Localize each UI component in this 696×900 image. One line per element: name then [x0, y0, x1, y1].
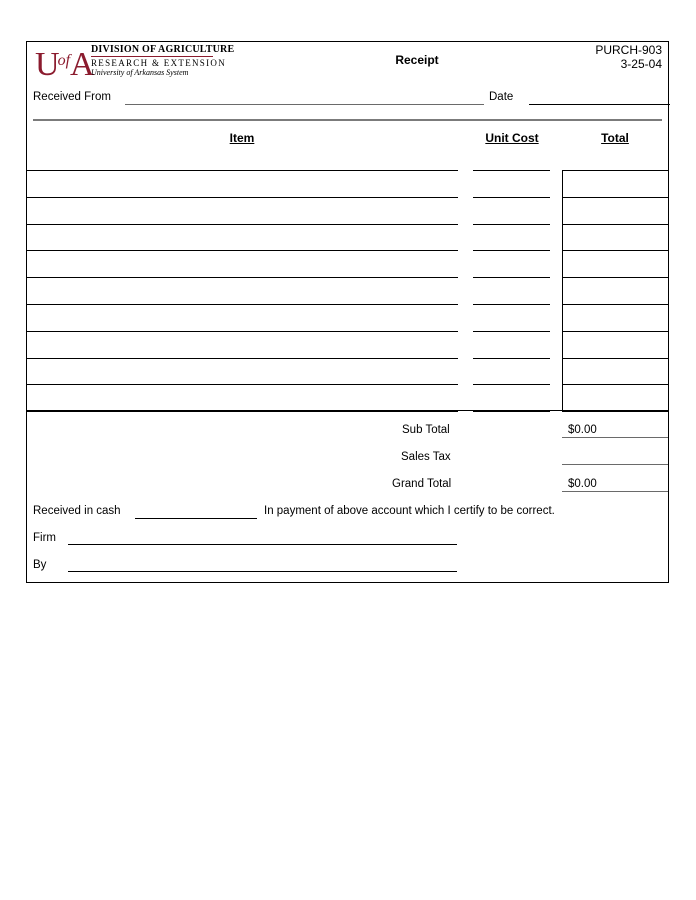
- unit-cost-row-line[interactable]: [473, 197, 550, 198]
- certification-text: In payment of above account which I certify to be correct.: [264, 505, 555, 517]
- date-label: Date: [489, 91, 514, 103]
- item-row-line[interactable]: [27, 170, 458, 171]
- total-column-header: Total: [601, 131, 629, 145]
- sales-tax-line: [562, 464, 668, 465]
- logo-division: DIVISION OF AGRICULTURE: [91, 44, 235, 55]
- logo-mark: $U^{of}A$: [35, 46, 93, 83]
- total-row-line[interactable]: [562, 170, 669, 171]
- unit-cost-column-header: Unit Cost: [485, 131, 539, 145]
- item-row-line[interactable]: [27, 331, 458, 332]
- by-label: By: [33, 559, 47, 571]
- firm-label: Firm: [33, 532, 56, 544]
- totals-separator: [27, 410, 668, 411]
- unit-cost-row-line[interactable]: [473, 304, 550, 305]
- unit-cost-row-line[interactable]: [473, 277, 550, 278]
- total-row-line[interactable]: [562, 384, 669, 385]
- sales-tax-label: Sales Tax: [401, 451, 451, 463]
- logo-system: University of Arkansas System: [91, 68, 189, 77]
- total-row-line[interactable]: [562, 277, 669, 278]
- total-row-line[interactable]: [562, 411, 669, 412]
- item-row-line[interactable]: [27, 277, 458, 278]
- form-revision-date: 3-25-04: [620, 57, 662, 71]
- total-row-line[interactable]: [562, 331, 669, 332]
- total-column-divider: [562, 170, 563, 411]
- unit-cost-row-line[interactable]: [473, 250, 550, 251]
- received-in-cash-label: Received in cash: [33, 505, 121, 517]
- item-row-line[interactable]: [27, 197, 458, 198]
- item-row-line[interactable]: [27, 250, 458, 251]
- unit-cost-row-line[interactable]: [473, 331, 550, 332]
- logo-research: RESEARCH & EXTENSION: [91, 58, 227, 68]
- by-field[interactable]: [68, 571, 457, 572]
- received-from-field[interactable]: [125, 104, 484, 105]
- item-row-line[interactable]: [27, 224, 458, 225]
- receipt-form: [26, 41, 669, 583]
- total-row-line[interactable]: [562, 224, 669, 225]
- unit-cost-row-line[interactable]: [473, 170, 550, 171]
- received-in-cash-field[interactable]: [135, 518, 257, 519]
- form-number: PURCH-903: [595, 43, 662, 57]
- grand-total-value: $0.00: [568, 478, 597, 490]
- total-row-line[interactable]: [562, 304, 669, 305]
- item-row-line[interactable]: [27, 411, 458, 412]
- item-row-line[interactable]: [27, 304, 458, 305]
- total-row-line[interactable]: [562, 197, 669, 198]
- page-title: Receipt: [395, 53, 439, 67]
- sub-total-label: Sub Total: [402, 424, 450, 436]
- form-code: [595, 43, 662, 71]
- item-row-line[interactable]: [27, 358, 458, 359]
- item-column-header: Item: [229, 131, 255, 145]
- grand-total-label: Grand Total: [392, 478, 452, 490]
- date-field[interactable]: [529, 104, 670, 105]
- firm-field[interactable]: [68, 544, 457, 545]
- total-row-line[interactable]: [562, 358, 669, 359]
- header-separator: [33, 119, 662, 121]
- item-row-line[interactable]: [27, 384, 458, 385]
- total-row-line[interactable]: [562, 250, 669, 251]
- unit-cost-row-line[interactable]: [473, 411, 550, 412]
- received-from-label: Received From: [33, 91, 111, 103]
- sub-total-value: $0.00: [568, 424, 597, 436]
- sub-total-line: [562, 437, 668, 438]
- unit-cost-row-line[interactable]: [473, 384, 550, 385]
- unit-cost-row-line[interactable]: [473, 224, 550, 225]
- grand-total-line: [562, 491, 668, 492]
- unit-cost-row-line[interactable]: [473, 358, 550, 359]
